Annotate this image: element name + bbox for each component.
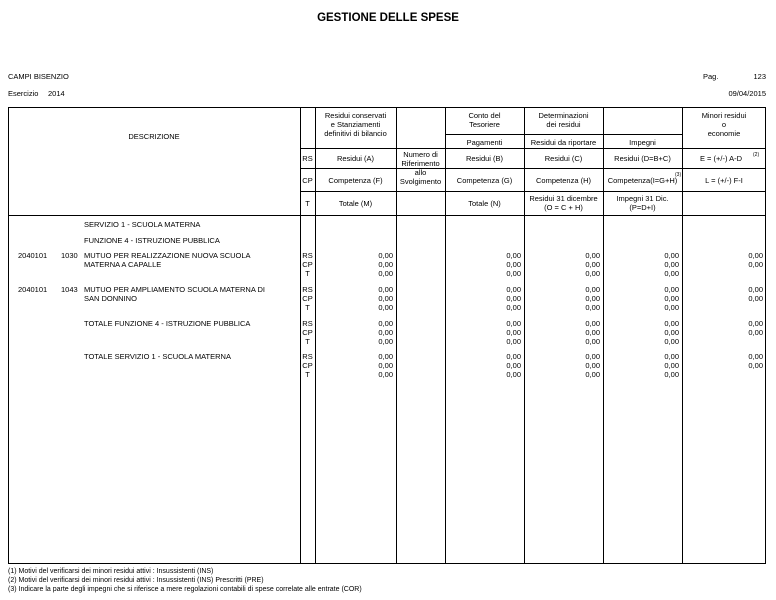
servizio-heading: SERVIZIO 1 - SCUOLA MATERNA (84, 220, 201, 229)
header-totale-n: Totale (N) (468, 199, 501, 208)
value-cell: 0,00 (748, 352, 763, 361)
value-cell: 0,00 (664, 259, 679, 269)
value-cell: 0,00 (506, 268, 521, 278)
value-cell: 0,00 (506, 302, 521, 312)
row-description: SAN DONNINO (84, 293, 137, 303)
value-cell: 0,00 (378, 360, 393, 370)
row-number: 1043 (61, 285, 78, 294)
value-cell: 0,00 (585, 360, 600, 370)
value-cell: 0,00 (585, 293, 600, 303)
value-cell: 0,00 (378, 293, 393, 303)
page-title: GESTIONE DELLE SPESE (317, 12, 459, 24)
row-type-label: CP (302, 259, 313, 269)
value-cell: 0,00 (664, 352, 679, 361)
header-competenza-f: Competenza (F) (328, 176, 383, 185)
value-cell: 0,00 (664, 327, 679, 337)
row-description: MUTUO PER REALIZZAZIONE NUOVA SCUOLA (84, 251, 251, 260)
value-cell: 0,00 (585, 259, 600, 269)
header-e-formula: E = (+/-) A-D (699, 154, 743, 163)
row-type-label: CP (302, 293, 313, 303)
row-description: TOTALE FUNZIONE 4 - ISTRUZIONE PUBBLICA (84, 319, 251, 328)
header-residui-31: Residui 31 dicembre (O = C + H) (529, 194, 598, 212)
entity-name: CAMPI BISENZIO (8, 72, 69, 81)
page-label: Pag. (703, 72, 719, 81)
value-cell: 0,00 (506, 251, 521, 260)
row-code: 2040101 (18, 285, 48, 294)
header-determinazioni: Determinazioni dei residui (538, 111, 589, 129)
header-totale-m: Totale (M) (338, 199, 373, 208)
value-cell: 0,00 (378, 285, 393, 294)
row-type-label: T (305, 369, 310, 379)
value-cell: 0,00 (585, 302, 600, 312)
value-cell: 0,00 (585, 319, 600, 328)
value-cell: 0,00 (506, 319, 521, 328)
value-cell: 0,00 (506, 336, 521, 346)
value-cell: 0,00 (664, 293, 679, 303)
value-cell: 0,00 (585, 285, 600, 294)
header-divider (300, 148, 766, 149)
header-e-note: (2) (753, 152, 760, 158)
value-cell: 0,00 (585, 327, 600, 337)
value-cell: 0,00 (585, 369, 600, 379)
value-cell: 0,00 (664, 319, 679, 328)
header-rs: RS (302, 154, 313, 163)
value-cell: 0,00 (664, 369, 679, 379)
value-cell: 0,00 (378, 319, 393, 328)
header-divider (445, 134, 682, 135)
row-description: MUTUO PER AMPLIAMENTO SCUOLA MATERNA DI (84, 285, 266, 294)
value-cell: 0,00 (748, 251, 763, 260)
value-cell: 0,00 (585, 352, 600, 361)
footnote-1: (1) Motivi del verificarsi dei minori residui attivi : Insussistenti (INS) (8, 568, 214, 575)
row-type-label: T (305, 268, 310, 278)
value-cell: 0,00 (585, 251, 600, 260)
header-competenza-i: Competenza(I=G+H) (607, 176, 678, 185)
row-type-label: RS (302, 352, 313, 361)
value-cell: 0,00 (378, 369, 393, 379)
value-cell: 0,00 (378, 251, 393, 260)
value-cell: 0,00 (664, 285, 679, 294)
row-type-label: T (305, 302, 310, 312)
header-bottom-line (8, 215, 766, 216)
header-l-formula: L = (+/-) F-I (705, 176, 743, 185)
value-cell: 0,00 (664, 336, 679, 346)
value-cell: 0,00 (664, 360, 679, 370)
value-cell: 0,00 (506, 352, 521, 361)
exercise-year: 2014 (48, 89, 65, 98)
value-cell: 0,00 (585, 336, 600, 346)
value-cell: 0,00 (506, 327, 521, 337)
value-cell: 0,00 (748, 285, 763, 294)
header-competenza-g: Competenza (G) (456, 176, 513, 185)
page-number: 123 (753, 72, 766, 81)
header-minori-residui: Minori residui o economie (701, 111, 747, 138)
row-type-label: CP (302, 360, 313, 370)
header-divider (300, 168, 766, 169)
header-numero-riferimento: Numero di Riferimento allo Svolgimento (399, 150, 442, 186)
footnote-2: (2) Motivi del verificarsi dei minori residui attivi : Insussistenti (INS) Prescritti (PRE) (8, 577, 264, 584)
header-residui-c: Residui (C) (544, 154, 583, 163)
row-type-label: RS (302, 285, 313, 294)
value-cell: 0,00 (378, 259, 393, 269)
value-cell: 0,00 (506, 369, 521, 379)
value-cell: 0,00 (378, 268, 393, 278)
report-date: 09/04/2015 (728, 89, 766, 98)
value-cell: 0,00 (378, 327, 393, 337)
value-cell: 0,00 (748, 360, 763, 370)
row-description: MATERNA A CAPALLE (84, 259, 162, 269)
header-residui-a: Residui (A) (336, 154, 375, 163)
header-impegni: Impegni (629, 138, 656, 147)
header-descrizione: DESCRIZIONE (128, 132, 180, 141)
value-cell: 0,00 (506, 259, 521, 269)
value-cell: 0,00 (748, 319, 763, 328)
header-residui-riportare: Residui da riportare (530, 138, 597, 147)
value-cell: 0,00 (748, 327, 763, 337)
value-cell: 0,00 (378, 352, 393, 361)
header-t: T (305, 199, 310, 208)
value-cell: 0,00 (664, 251, 679, 260)
value-cell: 0,00 (748, 259, 763, 269)
value-cell: 0,00 (748, 293, 763, 303)
value-cell: 0,00 (506, 293, 521, 303)
row-type-label: RS (302, 319, 313, 328)
value-cell: 0,00 (664, 302, 679, 312)
value-cell: 0,00 (585, 268, 600, 278)
header-residui-d: Residui (D=B+C) (614, 154, 671, 163)
header-pagamenti: Pagamenti (466, 138, 503, 147)
exercise-label: Esercizio (8, 89, 39, 98)
row-description: TOTALE SERVIZIO 1 - SCUOLA MATERNA (84, 352, 231, 361)
header-impegni-31: Impegni 31 Dic. (P=D+I) (616, 194, 669, 212)
row-type-label: RS (302, 251, 313, 260)
value-cell: 0,00 (664, 268, 679, 278)
value-cell: 0,00 (506, 285, 521, 294)
row-code: 2040101 (18, 251, 48, 260)
header-competenza-i-note: (3) (675, 172, 682, 178)
header-cp: CP (302, 176, 313, 185)
value-cell: 0,00 (378, 336, 393, 346)
header-divider (300, 191, 766, 192)
footnote-3: (3) Indicare la parte degli impegni che si riferisce a mere regolazioni contabili di spese correlate alle entrate (COR) (8, 586, 362, 593)
value-cell: 0,00 (378, 302, 393, 312)
row-number: 1030 (61, 251, 78, 260)
value-cell: 0,00 (506, 360, 521, 370)
header-residui-conservati: Residui conservati e Stanziamenti definitivi di bilancio (324, 111, 387, 138)
header-competenza-h: Competenza (H) (535, 176, 592, 185)
row-type-label: CP (302, 327, 313, 337)
row-type-label: T (305, 336, 310, 346)
funzione-heading: FUNZIONE 4 - ISTRUZIONE PUBBLICA (84, 236, 220, 245)
header-residui-b: Residui (B) (465, 154, 504, 163)
header-conto-tesoriere: Conto del Tesoriere (468, 111, 501, 129)
